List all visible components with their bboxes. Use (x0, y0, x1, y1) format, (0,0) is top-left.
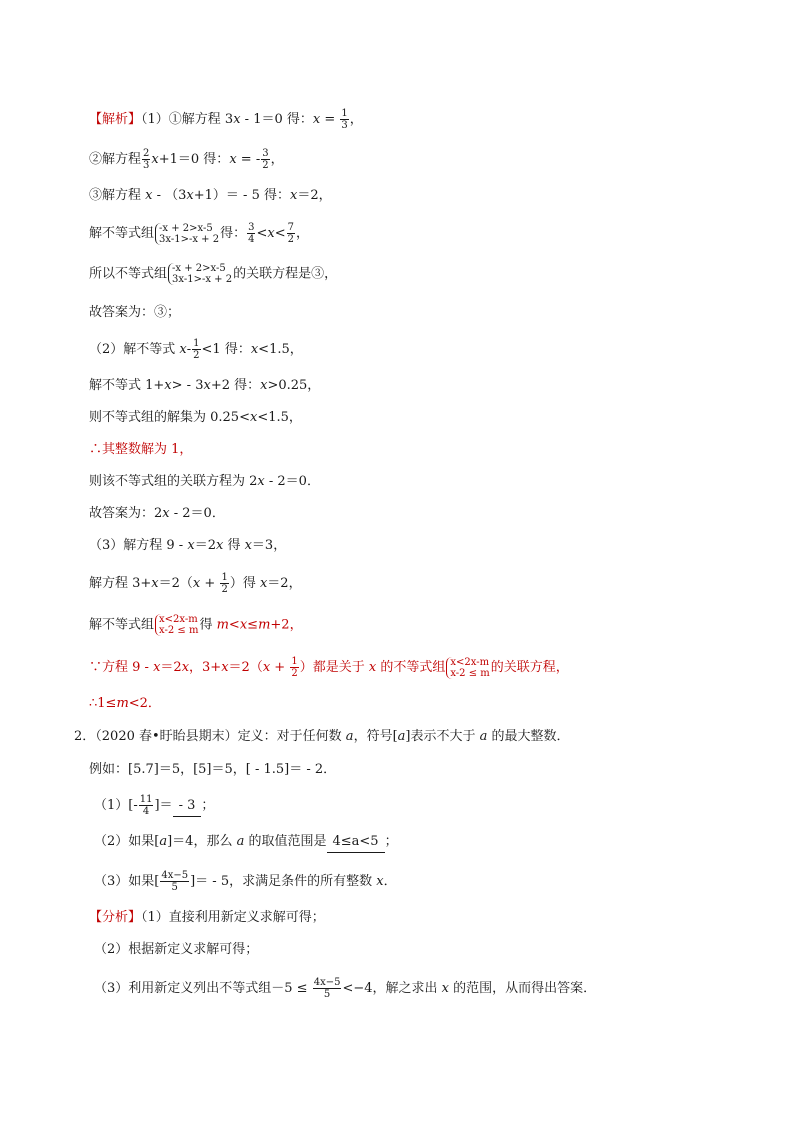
var: m (216, 617, 229, 633)
text: ＝2， (267, 576, 302, 591)
solution-line-1 (89, 108, 363, 131)
numerator: 7 (287, 222, 295, 233)
text: （3）如果[ (94, 874, 160, 889)
text: （1）①解方程 3 (141, 112, 234, 127)
text: >0.25， (267, 378, 321, 393)
text: （2）如果[ (94, 834, 160, 849)
analysis-tag: 【分析】 (89, 910, 142, 925)
question-2-header (74, 727, 570, 747)
var: a (397, 729, 406, 744)
var: x (368, 660, 377, 675)
text: ）都是关于 (299, 660, 369, 675)
var: x (164, 378, 172, 393)
fraction (290, 656, 298, 679)
text: ]＝ (154, 798, 173, 813)
text: 故答案为：2 (89, 506, 163, 521)
text: ∵方程 9 - (89, 660, 154, 675)
denominator: 4 (248, 234, 255, 245)
denominator: 4 (142, 806, 150, 817)
text: ＝2， (297, 188, 332, 203)
analysis-line-3 (94, 977, 596, 1000)
text: <1.5， (258, 342, 303, 357)
var: x (260, 378, 268, 393)
text: - 2＝0． (264, 474, 320, 489)
var: x (312, 112, 321, 127)
text: ≤ (247, 617, 259, 633)
numerator: 3 (248, 222, 255, 233)
var: a (479, 729, 488, 744)
text: < (228, 617, 240, 633)
text: （2）根据新定义求解可得； (94, 942, 259, 957)
text: 的取值范围是 (244, 834, 327, 849)
text: ）得 (229, 576, 260, 591)
numerator: 1 (193, 338, 200, 349)
text: < (256, 226, 268, 241)
text: - (186, 342, 192, 357)
text: ＝3， (251, 538, 287, 553)
solution-line-6 (89, 303, 180, 323)
part-3 (94, 870, 397, 893)
text: = - (236, 152, 261, 167)
var: x (244, 538, 252, 553)
system-row: -x + 2>x-5 (159, 222, 213, 234)
text: ＝2 (194, 538, 216, 553)
var: x (187, 538, 195, 553)
solution-line-11 (89, 472, 320, 492)
text: < (274, 226, 286, 241)
var: x (376, 874, 384, 889)
text: ，符号[ (353, 729, 398, 744)
text: ]＝4，那么 (167, 834, 237, 849)
part-1 (94, 794, 214, 817)
var: x (192, 576, 201, 591)
text: 解不等式组 (89, 617, 155, 633)
text: （1）[- (94, 798, 138, 813)
solution-line-2 (89, 148, 284, 171)
fraction (220, 572, 228, 595)
numerator: 3 (262, 148, 269, 159)
text: ＝2（ (228, 660, 263, 675)
var: a (345, 729, 354, 744)
fraction (313, 977, 342, 1000)
solution-line-16 (89, 656, 569, 679)
text: - 1＝0 得： (240, 112, 313, 127)
var: m (116, 696, 129, 711)
text: 解不等式 1+ (89, 378, 165, 393)
text: ③解方程 (89, 188, 146, 203)
text: ． (383, 874, 397, 889)
fraction (139, 794, 154, 817)
solution-line-3 (89, 186, 332, 206)
text: <2． (128, 696, 161, 711)
denominator: 5 (323, 989, 331, 1000)
fraction (192, 338, 200, 361)
var: x (267, 226, 275, 241)
numerator: 4x−5 (161, 870, 189, 881)
text: ＝2 (160, 660, 182, 675)
numerator: 1 (341, 108, 348, 119)
text: 2．（2020 春•盱眙县期末）定义：对于任何数 (74, 729, 346, 744)
fraction (340, 108, 348, 131)
text: 所以不等式组 (89, 266, 168, 282)
text: ＝2（ (158, 576, 193, 591)
var: x (239, 617, 248, 633)
var: x (181, 660, 190, 675)
var: x (145, 188, 153, 203)
text: （3）解方程 9 - (89, 538, 188, 553)
text: <1.5， (257, 410, 302, 425)
answer-blank: - 3 (173, 796, 202, 817)
part-2 (94, 832, 398, 853)
var: x (290, 188, 298, 203)
example-line (89, 760, 336, 780)
text: = (320, 112, 340, 127)
var: x (229, 152, 237, 167)
system-row: 3x-1>-x + 2 (159, 233, 220, 245)
text: ∴其整数解为 1， (89, 442, 193, 457)
solution-line-10 (89, 440, 192, 460)
var: x (250, 342, 259, 357)
text: 的不等式组 (376, 660, 446, 675)
numerator: 2 (143, 148, 150, 159)
text: ； (384, 834, 398, 849)
system-row: x-2 ≤ m (450, 667, 490, 679)
solution-line-8 (89, 376, 320, 396)
denominator: 2 (291, 668, 298, 679)
text: ， (296, 226, 310, 241)
text: 则该不等式组的关联方程为 2 (89, 474, 258, 489)
system-row: x<2x-m (450, 656, 490, 668)
solution-line-7 (89, 338, 303, 361)
text: +1）＝ - 5 得： (193, 188, 290, 203)
text: 的最大整数． (487, 729, 570, 744)
text: 得 (199, 617, 217, 633)
system-row: x-2 ≤ m (159, 625, 199, 636)
text: （1）直接利用新定义求解可得； (141, 910, 325, 925)
numerator: 1 (221, 572, 228, 583)
text: 的范围，从而得出答案． (449, 981, 597, 996)
var: x (203, 378, 211, 393)
solution-line-9 (89, 408, 302, 428)
var: x (215, 538, 224, 553)
solution-line-17 (89, 694, 161, 714)
text: + (270, 660, 290, 675)
text: 得： (220, 226, 247, 241)
denominator: 5 (171, 882, 178, 893)
var: x (186, 188, 194, 203)
numerator: 4x−5 (313, 977, 341, 988)
inequality-system (155, 223, 219, 245)
fraction (261, 148, 269, 171)
var: x (179, 342, 187, 357)
text: （2）解不等式 (89, 342, 180, 357)
text: +1＝0 得： (158, 152, 230, 167)
text: 则不等式组的解集为 0.25< (89, 410, 250, 425)
text: ∴1≤ (89, 696, 117, 711)
fraction (160, 870, 189, 893)
text: 故答案为：③； (89, 305, 181, 320)
solution-line-5 (89, 263, 337, 285)
inequality-system (446, 657, 489, 679)
analysis-line-2 (94, 940, 258, 960)
var: x (249, 410, 258, 425)
text: <−4，解之求出 (342, 981, 442, 996)
var: x (233, 112, 241, 127)
var: x (153, 660, 161, 675)
var: x (259, 576, 268, 591)
text: > - 3 (171, 378, 204, 393)
text: ②解方程 (89, 152, 142, 167)
text: ； (201, 798, 215, 813)
text: ]表示不大于 (405, 729, 480, 744)
fraction (287, 222, 295, 245)
var: x (441, 981, 449, 996)
solution-line-14 (89, 572, 302, 595)
text: （3）利用新定义列出不等式组－5 ≤ (94, 981, 312, 996)
numerator: 11 (139, 794, 153, 805)
text: ， (270, 152, 284, 167)
var: x (221, 660, 229, 675)
text: 的关联方程， (490, 660, 569, 675)
solution-line-15 (89, 614, 303, 636)
text: ， (349, 112, 363, 127)
text: +2， (270, 617, 303, 633)
var: x (151, 576, 159, 591)
text: - （3 (152, 188, 187, 203)
var: a (159, 834, 168, 849)
text: 例如：[5.7]＝5，[5]＝5，[ - 1.5]＝ - 2． (89, 762, 337, 777)
system-row: 3x-1>-x + 2 (172, 274, 233, 285)
text: 得 (223, 538, 245, 553)
text: <1 得： (201, 342, 251, 357)
text: 解方程 3+ (89, 576, 152, 591)
text: +2 得： (210, 378, 261, 393)
denominator: 2 (262, 160, 269, 171)
text: ]＝ - 5，求满足条件的所有整数 (190, 874, 377, 889)
inequality-system (155, 614, 198, 636)
denominator: 3 (143, 160, 150, 171)
inequality-system (168, 263, 232, 285)
text: + (200, 576, 220, 591)
denominator: 2 (287, 234, 295, 245)
solution-tag: 【解析】 (89, 112, 142, 127)
text: 解不等式组 (89, 226, 155, 241)
var: a (236, 834, 245, 849)
var: x (151, 152, 159, 167)
solution-line-12 (89, 504, 225, 524)
answer-blank: 4≤a<5 (327, 832, 385, 853)
system-row: x<2x-m (159, 614, 198, 625)
text: - 2＝0． (169, 506, 225, 521)
text: ，3+ (189, 660, 222, 675)
fraction (247, 222, 255, 245)
system-row: -x + 2>x-5 (172, 263, 226, 274)
numerator: 1 (291, 656, 298, 667)
var: x (262, 660, 271, 675)
solution-line-4 (89, 222, 309, 245)
var: x (162, 506, 170, 521)
text: 的关联方程是③， (233, 266, 338, 282)
var: x (257, 474, 265, 489)
var: m (258, 617, 271, 633)
fraction (142, 148, 150, 171)
denominator: 2 (221, 584, 228, 595)
denominator: 3 (341, 120, 348, 131)
solution-line-13 (89, 536, 286, 556)
analysis-line-1 (89, 908, 325, 928)
denominator: 2 (193, 350, 200, 361)
